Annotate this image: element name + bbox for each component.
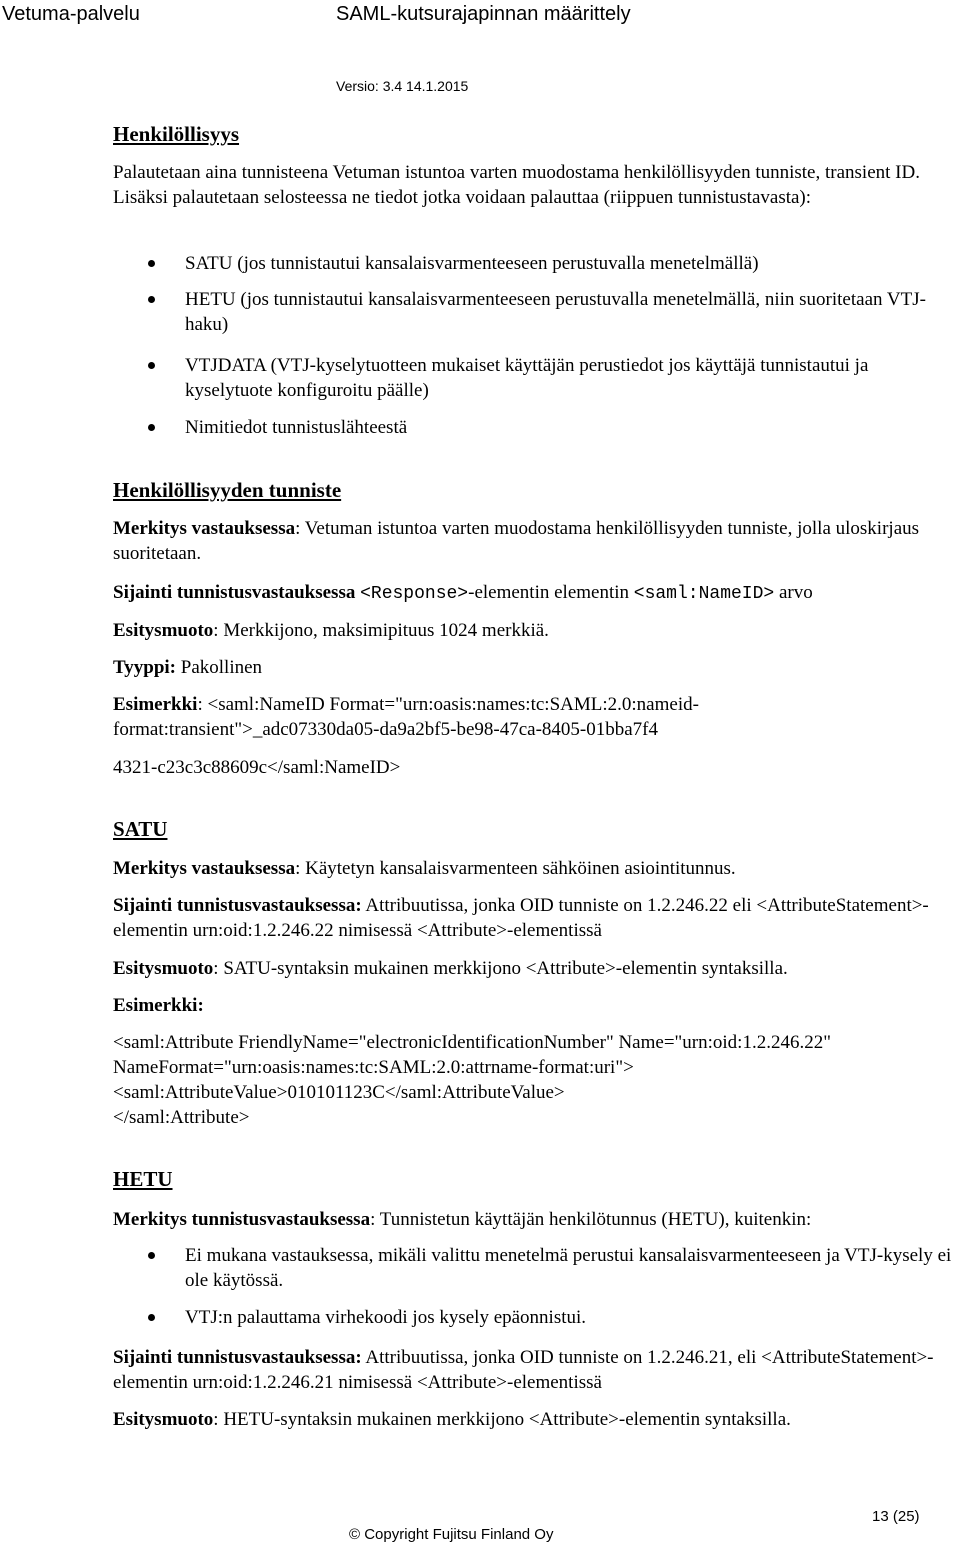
- example-text: : <saml:NameID Format="urn:oasis:names:tc:SAML:2.0:nameid-: [197, 694, 699, 715]
- bullet-icon: [148, 1314, 155, 1321]
- format-text: : SATU-syntaksin mukainen merkkijono <Attribute>-elementin syntaksilla.: [213, 958, 788, 979]
- location-end: arvo: [774, 582, 813, 603]
- list-item: VTJ:n palauttama virhekoodi jos kysely epäonnistui.: [185, 1307, 587, 1328]
- type-text: Pakollinen: [176, 657, 263, 678]
- response-element-code: <Response>: [360, 584, 469, 604]
- copyright-text: © Copyright Fujitsu Finland Oy: [349, 1526, 554, 1543]
- code-line: <saml:Attribute FriendlyName="electronicIdentificationNumber" Name="urn:oid:1.2.246.22": [113, 1032, 831, 1053]
- list-item: VTJDATA (VTJ-kyselytuotteen mukaiset käyttäjän perustiedot jos käyttäjä tunnistautui ja kyselytuote konfiguroitu päälle): [185, 355, 869, 401]
- format-label: Esitysmuoto: [113, 958, 214, 979]
- location-paragraph: [113, 580, 946, 607]
- example-line-2: format:transient">_adc07330da05-da9a2bf5-be98-47ca-8405-01bba7f4: [113, 719, 659, 740]
- bullet-icon: [148, 424, 155, 431]
- bullet-icon: [148, 296, 155, 303]
- section-title-henkilollisyys: Henkilöllisyys: [113, 122, 240, 146]
- example-label-paragraph: [113, 993, 946, 1018]
- format-label: Esitysmuoto: [113, 1409, 214, 1430]
- header-left-title: Vetuma-palvelu: [2, 3, 140, 25]
- format-label: Esitysmuoto: [113, 620, 214, 641]
- meaning-paragraph: [113, 516, 946, 566]
- bullet-icon: [148, 260, 155, 267]
- meaning-paragraph: [113, 856, 946, 881]
- location-label: Sijainti tunnistusvastauksessa: [113, 582, 356, 603]
- format-paragraph: [113, 618, 946, 643]
- bullet-icon: [148, 362, 155, 369]
- meaning-text: : Vetuman istuntoa varten muodostama henkilöllisyyden tunniste, jolla uloskirjaus suoritetaan.: [113, 518, 920, 564]
- code-line: <saml:AttributeValue>010101123C</saml:AttributeValue>: [113, 1082, 565, 1103]
- type-paragraph: [113, 655, 946, 680]
- code-line: </saml:Attribute>: [113, 1107, 250, 1128]
- format-paragraph: [113, 956, 946, 981]
- location-label: Sijainti tunnistusvastauksessa:: [113, 1347, 362, 1368]
- meaning-label: Merkitys vastauksessa: [113, 858, 296, 879]
- location-paragraph: [113, 1345, 946, 1395]
- meaning-paragraph: [113, 1207, 946, 1232]
- version-date: Versio: 3.4 14.1.2015: [336, 78, 469, 94]
- format-text: : Merkkijono, maksimipituus 1024 merkkiä.: [213, 620, 549, 641]
- code-line: NameFormat="urn:oasis:names:tc:SAML:2.0:attrname-format:uri">: [113, 1057, 634, 1078]
- header-document-title: SAML-kutsurajapinnan määrittely: [336, 3, 631, 25]
- section-title-satu: SATU: [113, 817, 168, 841]
- list-item: Ei mukana vastauksessa, mikäli valittu menetelmä perustui kansalaisvarmenteeseen ja VTJ-kysely ei ole käytössä.: [185, 1245, 952, 1291]
- format-paragraph: [113, 1407, 946, 1432]
- location-paragraph: [113, 893, 946, 943]
- list-item: SATU (jos tunnistautui kansalaisvarmenteeseen perustuvalla menetelmällä): [185, 253, 759, 274]
- bullet-icon: [148, 1252, 155, 1259]
- example-line-3: 4321-c23c3c88609c</saml:NameID>: [113, 757, 401, 778]
- location-text: Attribuutissa, jonka OID tunniste on 1.2.246.22 eli <AttributeStatement>-elementin urn:oid:1.2.246.22 nimisessä <Attribute>-elementissä: [113, 895, 929, 941]
- example-line-1: [113, 692, 946, 717]
- example-label: Esimerkki:: [113, 995, 204, 1016]
- location-label: Sijainti tunnistusvastauksessa:: [113, 895, 362, 916]
- section-title-hetu: HETU: [113, 1167, 173, 1191]
- section-title-henkilollisyyden-tunniste: Henkilöllisyyden tunniste: [113, 478, 342, 502]
- meaning-text: : Käytetyn kansalaisvarmenteen sähköinen asiointitunnus.: [295, 858, 736, 879]
- page-number: 13 (25): [872, 1508, 920, 1525]
- meaning-label: Merkitys tunnistusvastauksessa: [113, 1209, 371, 1230]
- meaning-label: Merkitys vastauksessa: [113, 518, 296, 539]
- location-text: -elementin elementin: [468, 582, 634, 603]
- nameid-element-code: <saml:NameID>: [633, 584, 775, 604]
- example-label: Esimerkki: [113, 694, 198, 715]
- location-text: Attribuutissa, jonka OID tunniste on 1.2.246.21, eli <AttributeStatement>-elementin urn:oid:1.2.246.21 nimisessä <Attribute>-elementissä: [113, 1347, 934, 1393]
- type-label: Tyyppi:: [113, 657, 177, 678]
- meaning-text: : Tunnistetun käyttäjän henkilötunnus (HETU), kuitenkin:: [370, 1209, 812, 1230]
- list-item: HETU (jos tunnistautui kansalaisvarmenteeseen perustuvalla menetelmällä, niin suoritetaan VTJ-haku): [185, 289, 926, 335]
- intro-paragraph: Palautetaan aina tunnisteena Vetuman istuntoa varten muodostama henkilöllisyyden tunniste, transient ID. Lisäksi palautetaan selosteessa ne tiedot jotka voidaan palauttaa (riippuen tunnistustavasta):: [113, 162, 920, 208]
- list-item: Nimitiedot tunnistuslähteestä: [185, 417, 408, 438]
- format-text: : HETU-syntaksin mukainen merkkijono <Attribute>-elementin syntaksilla.: [213, 1409, 791, 1430]
